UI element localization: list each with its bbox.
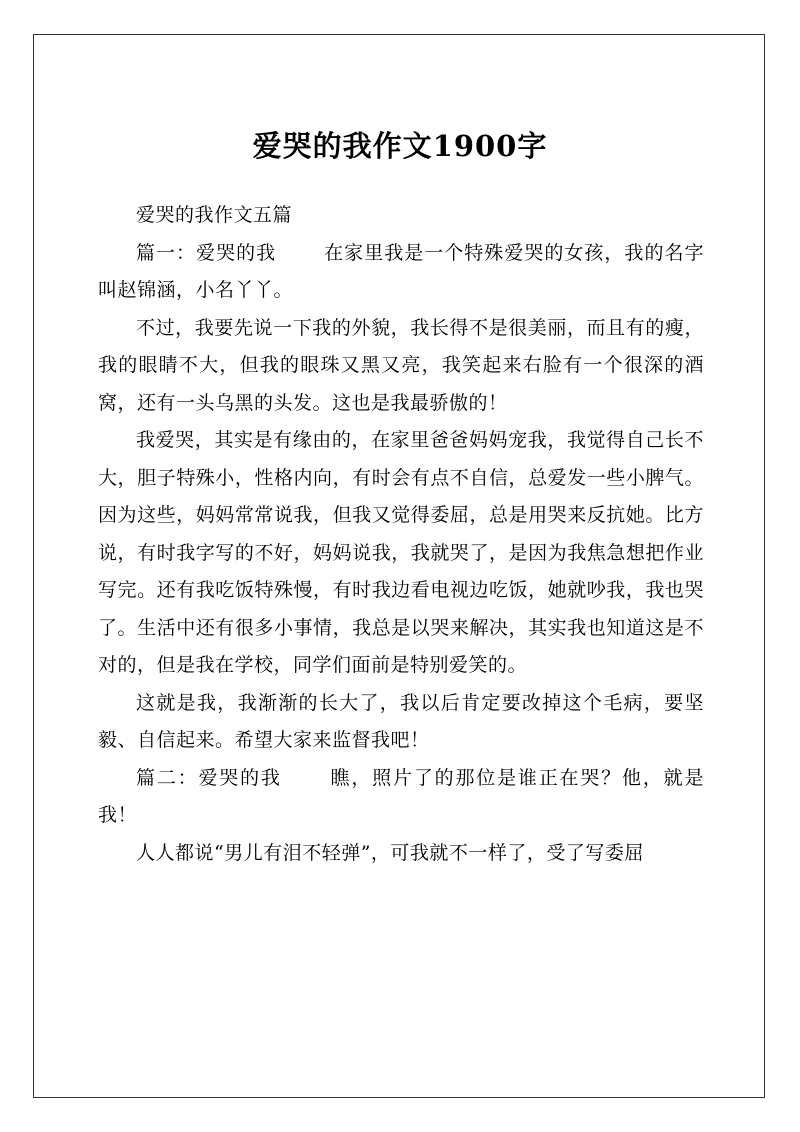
- paragraph-1: [98, 235, 704, 310]
- paragraph-5-text: 瞧，照片了的那位是谁正在哭？他，就是我！: [98, 766, 704, 826]
- paragraph-6: 人人都说“男儿有泪不轻弹”，可我就不一样了，受了写委屈: [136, 841, 644, 864]
- paragraph-2: 不过，我要先说一下我的外貌，我长得不是很美丽，而且有的瘦，我的眼睛不大，但我的眼珠又黑又亮，我笑起来右脸有一个很深的酒窝，还有一头乌黑的头发。这也是我最骄傲的！: [98, 316, 704, 414]
- paragraph-3: 我爱哭，其实是有缘由的，在家里爸爸妈妈宠我，我觉得自己长不大，胆子特殊小，性格内向，有时会有点不自信，总爱发一些小脾气。因为这些，妈妈常常说我，但我又觉得委屈，总是用哭来反抗她。比方说，有时我字写的不好，妈妈说我，我就哭了，是因为我焦急想把作业写完。还有我吃饭特殊慢，有时我边看电视边吃饭，她就吵我，我也哭了。生活中还有很多小事情，我总是以哭来解决，其实我也知道这是不对的，但是我在学校，同学们面前是特别爱笑的。: [98, 429, 704, 676]
- paragraph-5: [98, 760, 704, 835]
- paragraph-4: 这就是我，我渐渐的长大了，我以后肯定要改掉这个毛病，要坚毅、自信起来。希望大家来监督我吧！: [98, 691, 704, 751]
- document-body: [98, 197, 704, 872]
- section-heading-2: 篇二：爱哭的我: [136, 766, 282, 789]
- document-title: 爱哭的我作文1900字: [252, 129, 548, 163]
- section-heading-1: 篇一：爱哭的我: [136, 241, 277, 264]
- subtitle: 爱哭的我作文五篇: [136, 204, 293, 226]
- paragraph-1-text: 在家里我是一个特殊爱哭的女孩，我的名字叫赵锦涵，小名丫丫。: [98, 241, 704, 301]
